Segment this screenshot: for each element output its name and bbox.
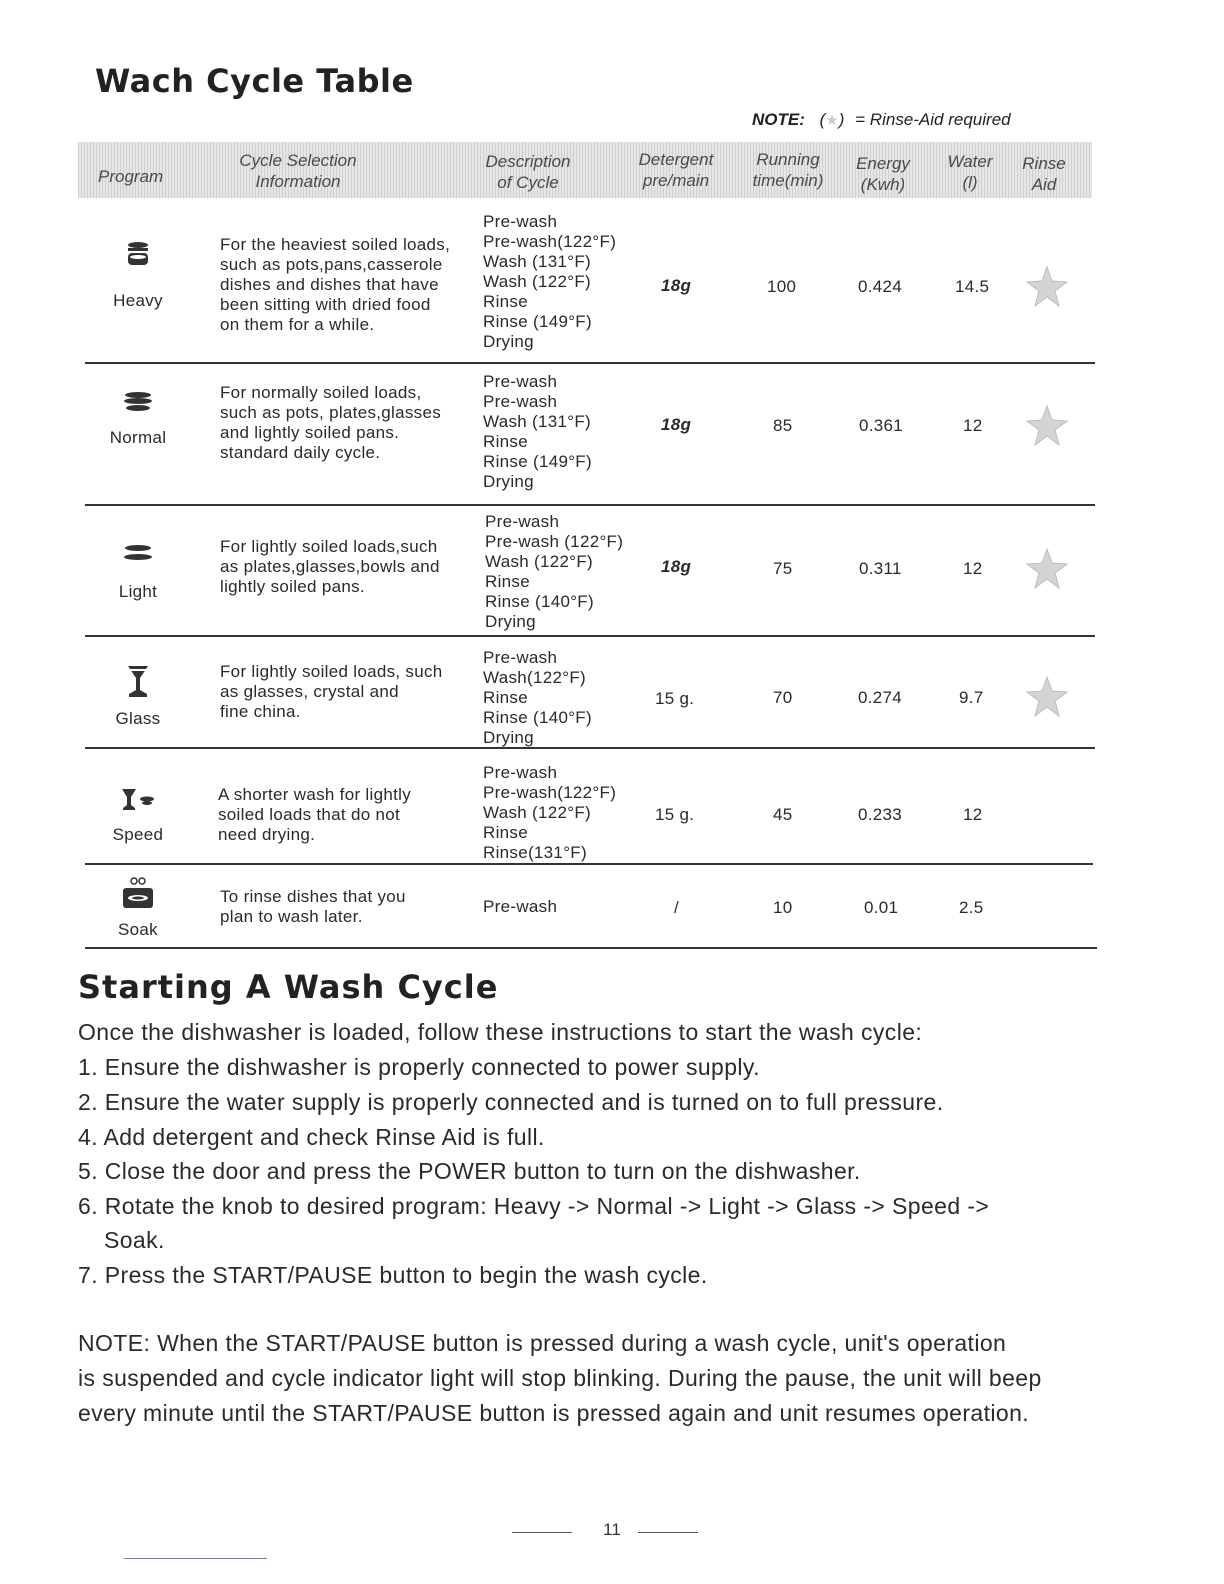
step-item: 5. Close the door and press the POWER button to turn on the dishwasher. (78, 1158, 861, 1184)
energy-value: 0.233 (858, 805, 903, 824)
section-intro: Once the dishwasher is loaded, follow these instructions to start the wash cycle: (78, 1019, 923, 1045)
energy-value: 0.01 (864, 898, 899, 917)
note-star-open: ( (819, 110, 826, 129)
detergent-value: 15 g. (655, 805, 695, 824)
program-label: Soak (118, 920, 158, 939)
soak-program-icon (118, 875, 158, 915)
program-label: Heavy (113, 291, 163, 310)
cycle-info: For the heaviest soiled loads, such as pots,pans,casserole dishes and dishes that have been sitting with dried food on them for a while. (220, 235, 451, 334)
header-rinse: Rinse Aid (1022, 154, 1066, 194)
header-running: Running time(min) (752, 150, 824, 190)
cycle-info: For normally soiled loads, such as pots, plates,glasses and lightly soiled pans. standard daily cycle. (220, 383, 442, 462)
row-divider (85, 863, 1093, 865)
page-number: 11 (603, 1520, 621, 1539)
running-time: 100 (767, 277, 797, 296)
glass-program-icon (118, 664, 158, 700)
water-value: 12 (963, 416, 983, 435)
rinse-aid-star-icon (1025, 547, 1069, 591)
cycle-description: Pre-wash Pre-wash Wash (131°F) Rinse Rinse (149°F) Drying (483, 372, 592, 491)
page-number-rule-right (638, 1532, 698, 1533)
table-title: Wach Cycle Table (95, 62, 414, 100)
water-value: 12 (963, 805, 983, 824)
program-label: Normal (109, 428, 167, 447)
cycle-description: Pre-wash Pre-wash(122°F) Wash (122°F) Rinse Rinse(131°F) (483, 763, 617, 862)
energy-value: 0.311 (859, 559, 902, 578)
note-star-close: ) (838, 110, 845, 129)
header-water: Water (l) (947, 152, 993, 192)
note-paragraph-line: is suspended and cycle indicator light will stop blinking. During the pause, the unit will beep (78, 1365, 1042, 1391)
running-time: 85 (773, 416, 793, 435)
row-divider (85, 504, 1095, 506)
rinse-aid-star-icon (1025, 675, 1069, 719)
step-item: 4. Add detergent and check Rinse Aid is full. (78, 1124, 545, 1150)
header-info: Cycle Selection Information (239, 151, 357, 191)
water-value: 9.7 (959, 688, 984, 707)
row-divider (85, 947, 1097, 949)
cycle-info: For lightly soiled loads, such as glasses, crystal and fine china. (220, 662, 443, 721)
note-paragraph-line: every minute until the START/PAUSE button is pressed again and unit resumes operation. (78, 1400, 1030, 1426)
section-title: Starting A Wash Cycle (78, 968, 499, 1006)
cycle-description: Pre-wash Pre-wash (122°F) Wash (122°F) Rinse Rinse (140°F) Drying (485, 512, 624, 631)
note-paragraph-line: NOTE: When the START/PAUSE button is pressed during a wash cycle, unit's operation (78, 1330, 1007, 1356)
water-value: 12 (963, 559, 983, 578)
program-label: Glass (115, 709, 161, 728)
header-description: Description of Cycle (485, 152, 571, 192)
cycle-info: To rinse dishes that you plan to wash later. (220, 887, 406, 926)
normal-program-icon (118, 391, 158, 413)
cycle-description: Pre-wash Wash(122°F) Rinse Rinse (140°F) Drying (483, 648, 592, 747)
light-program-icon (118, 543, 158, 563)
water-value: 14.5 (955, 277, 990, 296)
row-divider (85, 635, 1095, 637)
detergent-value: 18g (661, 276, 692, 295)
heavy-program-icon (118, 241, 158, 269)
running-time: 75 (773, 559, 793, 578)
bottom-rule (124, 1558, 267, 1559)
table-header (78, 142, 1092, 198)
water-value: 2.5 (959, 898, 984, 917)
rinse-aid-note (752, 110, 1011, 130)
detergent-value: 15 g. (655, 689, 695, 708)
step-item: 2. Ensure the water supply is properly connected and is turned on to full pressure. (78, 1089, 944, 1115)
header-detergent: Detergent pre/main (638, 150, 714, 190)
step-item: 6. Rotate the knob to desired program: Heavy -> Normal -> Light -> Glass -> Speed -> (78, 1193, 990, 1219)
running-time: 10 (773, 898, 793, 917)
cycle-description: Pre-wash Pre-wash(122°F) Wash (131°F) Wash (122°F) Rinse Rinse (149°F) Drying (483, 212, 617, 351)
detergent-value: / (674, 898, 680, 917)
detergent-value: 18g (661, 557, 692, 576)
header-energy: Energy (Kwh) (856, 154, 910, 194)
note-text: = Rinse-Aid required (855, 110, 1011, 129)
cycle-info: For lightly soiled loads,such as plates,glasses,bowls and lightly soiled pans. (220, 537, 440, 596)
row-divider (85, 747, 1095, 749)
program-label: Speed (112, 825, 164, 844)
note-label: NOTE: (752, 110, 805, 129)
header-program: Program (98, 167, 164, 186)
step-item: 1. Ensure the dishwasher is properly connected to power supply. (78, 1054, 760, 1080)
energy-value: 0.424 (858, 277, 903, 296)
step-item-continuation: Soak. (104, 1227, 165, 1253)
row-divider (85, 362, 1095, 364)
star-icon: ★ (825, 112, 839, 129)
energy-value: 0.361 (859, 416, 904, 435)
running-time: 70 (773, 688, 793, 707)
rinse-aid-star-icon (1025, 404, 1069, 448)
cycle-info: A shorter wash for lightly soiled loads that do not need drying. (218, 785, 411, 844)
speed-program-icon (118, 787, 158, 813)
detergent-value: 18g (661, 415, 692, 434)
rinse-aid-star-icon (1025, 265, 1069, 309)
program-label: Light (118, 582, 158, 601)
energy-value: 0.274 (858, 688, 903, 707)
cycle-description: Pre-wash (483, 897, 558, 916)
step-item: 7. Press the START/PAUSE button to begin the wash cycle. (78, 1262, 708, 1288)
running-time: 45 (773, 805, 793, 824)
